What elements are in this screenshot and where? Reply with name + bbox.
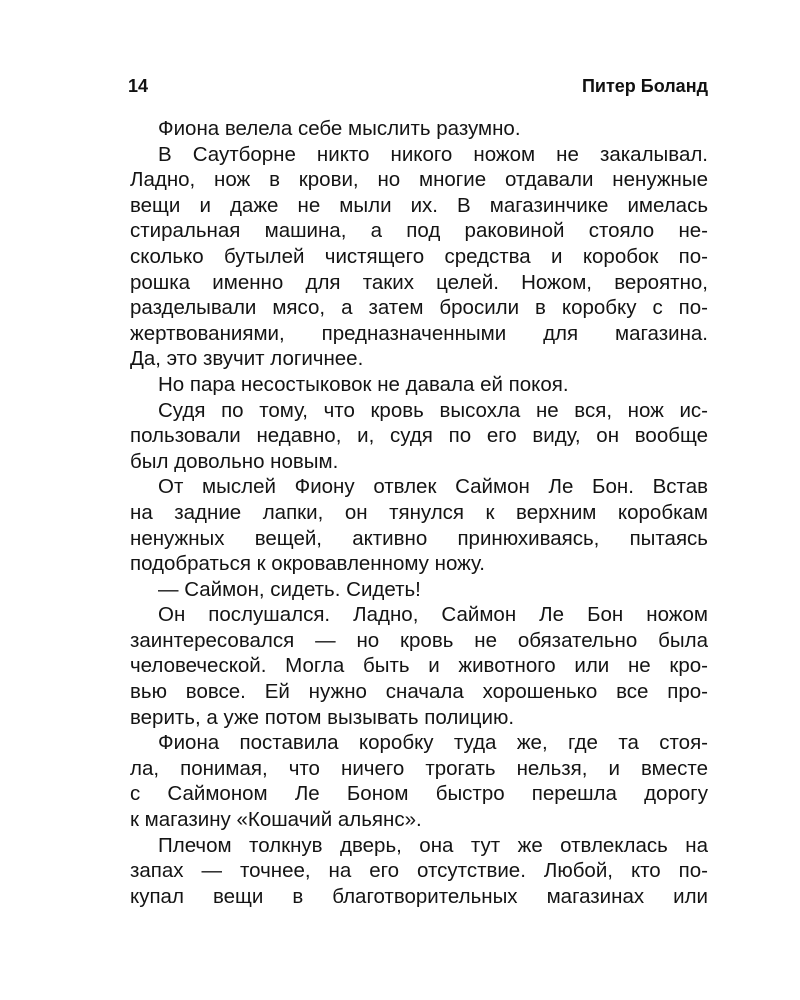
text-line: подобраться к окровавленному ножу.: [130, 552, 485, 576]
text-line: разделывали мясо, а затем бросили в коробку с по-: [130, 296, 708, 320]
text-line: стиральная машина, а под раковиной стояло не-: [130, 219, 708, 243]
running-head-author: Питер Боланд: [581, 76, 708, 96]
text-line: В Саутборне никто никого ножом не закалывал.: [158, 142, 708, 166]
body-text: [130, 116, 708, 909]
text-line: Ладно, нож в крови, но многие отдавали ненужные: [130, 168, 708, 192]
text-line: ла, понимая, что ничего трогать нельзя, и вместе: [130, 756, 708, 780]
text-line: Но пара несостыковок не давала ей покоя.: [158, 372, 569, 396]
text-line: сколько бутылей чистящего средства и коробок по-: [130, 244, 708, 268]
text-line: — Саймон, сидеть. Сидеть!: [158, 577, 421, 601]
text-line: Да, это звучит логичнее.: [130, 347, 364, 371]
page-number: 14: [128, 76, 149, 96]
text-line: вью вовсе. Ей нужно сначала хорошенько все про-: [130, 680, 708, 704]
text-line: был довольно новым.: [130, 449, 339, 473]
text-line: верить, а уже потом вызывать полицию.: [130, 705, 515, 729]
text-line: с Саймоном Ле Боном быстро перешла дорогу: [130, 782, 708, 806]
text-line: От мыслей Фиону отвлек Саймон Ле Бон. Встав: [158, 475, 708, 499]
text-line: пользовали недавно, и, судя по его виду, он вообще: [130, 424, 708, 448]
text-line: заинтересовался — но кровь не обязательно была: [130, 628, 708, 652]
text-line: человеческой. Могла быть и животного или не кро-: [130, 654, 708, 678]
text-line: Он послушался. Ладно, Саймон Ле Бон ножом: [158, 603, 708, 627]
text-line: жертвованиями, предназначенными для магазина.: [130, 321, 708, 345]
text-line: рошка именно для таких целей. Ножом, вероятно,: [130, 270, 708, 294]
text-line: запах — точнее, на его отсутствие. Любой, кто по-: [130, 859, 708, 883]
text-line: ненужных вещей, активно принюхиваясь, пытаясь: [130, 526, 708, 550]
text-line: на задние лапки, он тянулся к верхним коробкам: [130, 500, 708, 524]
text-line: вещи и даже не мыли их. В магазинчике имелась: [130, 193, 708, 217]
text-line: Плечом толкнув дверь, она тут же отвлеклась на: [158, 833, 708, 857]
text-line: купал вещи в благотворительных магазинах или: [130, 884, 708, 908]
text-line: Судя по тому, что кровь высохла не вся, нож ис-: [158, 398, 708, 422]
text-line: Фиона велела себе мыслить разумно.: [158, 117, 521, 140]
text-line: к магазину «Кошачий альянс».: [130, 808, 422, 832]
text-line: Фиона поставила коробку туда же, где та стоя-: [158, 731, 708, 755]
